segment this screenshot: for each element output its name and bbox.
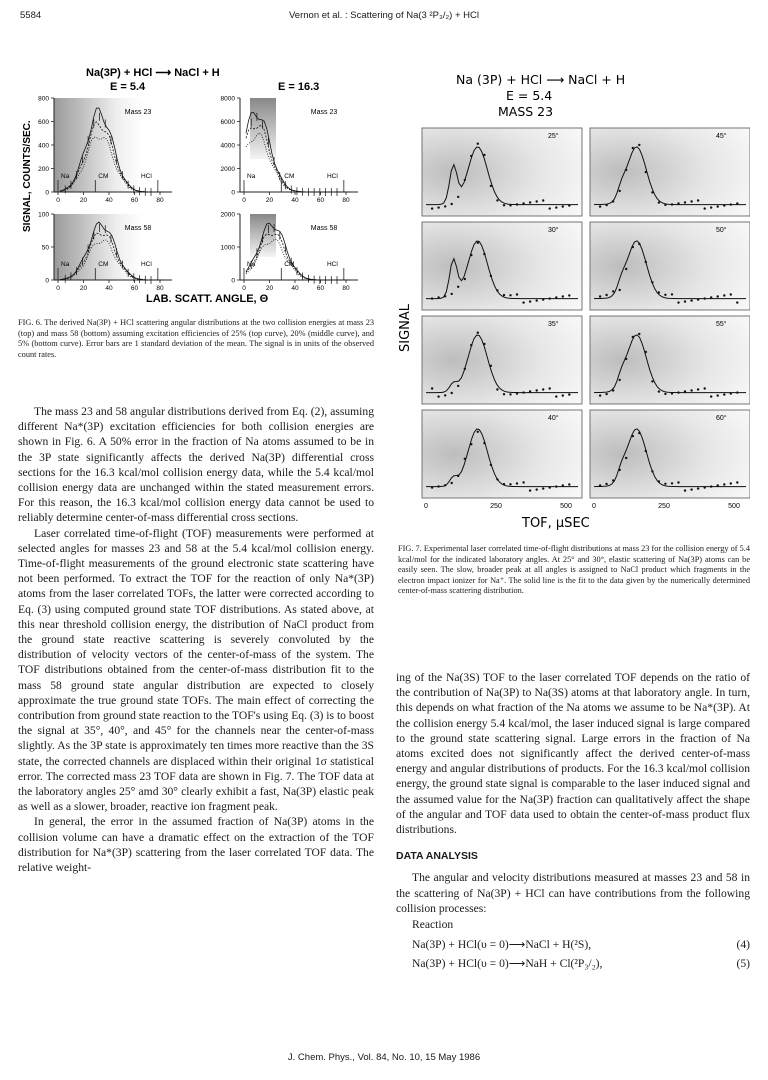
tof-data-point — [536, 299, 538, 301]
tof-data-point — [605, 483, 607, 485]
tof-data-point — [464, 458, 466, 460]
tof-data-point — [723, 204, 725, 206]
tof-data-point — [710, 296, 712, 298]
tof-data-point — [457, 286, 459, 288]
tof-data-point — [605, 393, 607, 395]
figure-6 — [18, 62, 378, 312]
y-tick-label: 400 — [38, 142, 49, 150]
tof-panel — [422, 128, 582, 216]
y-tick-label: 2000 — [220, 166, 235, 173]
tof-data-point — [477, 242, 479, 244]
fig7-mass: MASS 23 — [498, 104, 554, 119]
tof-data-point — [710, 485, 712, 487]
tof-data-point — [555, 485, 557, 487]
equation-5-text: Na(3P) + HCl(υ = 0)⟶NaH + Cl(²P₃/₂), — [412, 957, 603, 971]
x-tick-label: 500 — [728, 503, 740, 510]
x-tick-label: 20 — [265, 197, 274, 204]
fig7-caption: FIG. 7. Experimental laser correlated time-of-flight distributions at mass 23 for the collision energy of 5.4 kcal/mol for the indicated laboratory angles. At 25° and 30°, elastic scattering of Na(3P) atoms can be easily seen. The slow, broader peak at all angles is assigned to NaCl product which fragments in the electron impact ionizer for Na⁺. The solid line is the fit to the data given by the numerically determined center-of-mass scattering distribution. — [398, 544, 750, 596]
paragraph: Laser correlated time-of-flight (TOF) measurements were performed at selected angles for masses 23 and 58 at the 5.4 kcal/mol collision energy. Time-of-flight measurements of the ground electronic state scattering have not been performed. To extract the TOF for the reaction of only Na*(3P) atoms from the laser correlated TOFs, the latter were corrected according to Eq. (3) using computed ground state TOF distributions. As stated above, at this near threshold collision energy, the distribution of NaCl product from the ground state reactive scattering is severely convoluted by the distribution of velocity vectors of the center-of-mass of the system. The TOF distributions obtained from the center-of-mass distribution fit to the mass 58 ground state angular distribution are expected to closely approximate the true ground state TOFs. The main effect of correcting the contribution from ground state reaction to the TOF's using Eq. (3) is to boost the signal at 35°, 40°, and 45° for the channels near the center-of-mass slightly. As the 3P state is approximately ten times more reactive than the 3S state, the corrected channels are displaced within their original 1σ statistical error. The corrected mass 23 TOF data are shown in Fig. 7. The TOF data at the laboratory angles 25° amd 30° clearly exhibit a fast, Na(3P) elastic peak as well as a slower, broader, reactive ion fragment peak. — [18, 526, 374, 814]
tof-angle-label: 60° — [716, 415, 727, 422]
x-tick-label: 0 — [424, 503, 428, 510]
tof-data-point — [536, 488, 538, 490]
y-tick-label: 8000 — [220, 95, 235, 103]
tof-panel — [422, 222, 582, 310]
tof-data-point — [496, 388, 498, 390]
tof-data-point — [529, 300, 531, 302]
x-tick-label: 250 — [490, 503, 502, 510]
tof-data-point — [690, 200, 692, 202]
tof-data-point — [599, 295, 601, 297]
tof-data-point — [470, 254, 472, 256]
tof-data-point — [549, 297, 551, 299]
tof-data-point — [542, 388, 544, 390]
tof-panel-frame — [590, 222, 750, 310]
page-number: 5584 — [20, 10, 42, 21]
fig6-energy-right: E = 16.3 — [278, 81, 320, 93]
tof-data-point — [730, 482, 732, 484]
angle-marker-label: HCl — [326, 261, 338, 268]
tof-data-point — [658, 390, 660, 392]
tof-data-point — [516, 392, 518, 394]
y-tick-label: 800 — [38, 95, 49, 103]
tof-data-point — [562, 205, 564, 207]
equation-5 — [396, 956, 750, 971]
tof-data-point — [645, 171, 647, 173]
tof-data-point — [625, 358, 627, 360]
tof-data-point — [457, 385, 459, 387]
tof-data-point — [671, 203, 673, 205]
x-tick-label: 40 — [291, 197, 299, 204]
paragraph: In general, the error in the assumed fraction of Na(3P) atoms in the collision volume can have a dramatic effect on the extraction of the TOF distribution for Na*(3P) scattering from the laser correlated TOF data. The relative weight- — [18, 815, 374, 875]
equation-4-number: (4) — [736, 938, 750, 952]
paragraph: The angular and velocity distributions measured at masses 23 and 58 in the scattering of Na(3P) + HCl can have contributions from the following collision processes: — [396, 871, 750, 915]
tof-angle-label: 40° — [548, 415, 559, 422]
tof-data-point — [568, 294, 570, 296]
tof-angle-label: 25° — [548, 133, 559, 140]
tof-data-point — [690, 389, 692, 391]
tof-data-point — [723, 393, 725, 395]
tof-data-point — [483, 253, 485, 255]
x-tick-label: 0 — [242, 197, 246, 204]
tof-data-point — [483, 154, 485, 156]
tof-data-point — [619, 190, 621, 192]
y-tick-label: 50 — [41, 244, 49, 252]
fig6-caption: FIG. 6. The derived Na(3P) + HCl scattering angular distributions at the two collision energies at mass 23 (top) and mass 58 (bottom) assuming excitation efficiencies of 25% (top curve), 20% (middle curve), and 5% (bottom curve). Error bars are 1 standard deviation of the mean. The signal is in units of the observed count rates. — [18, 318, 374, 359]
tof-data-point — [542, 298, 544, 300]
tof-angle-label: 50° — [716, 227, 727, 234]
tof-data-point — [664, 483, 666, 485]
x-tick-label: 20 — [265, 285, 274, 292]
tof-data-point — [612, 290, 614, 292]
tof-data-point — [664, 204, 666, 206]
panel-shading — [54, 214, 143, 280]
tof-data-point — [619, 469, 621, 471]
tof-data-point — [451, 482, 453, 484]
tof-data-point — [730, 392, 732, 394]
tof-data-point — [496, 289, 498, 291]
right-text-column — [396, 670, 750, 972]
tof-data-point — [568, 393, 570, 395]
angle-marker-label: HCl — [140, 173, 152, 180]
tof-data-point — [437, 395, 439, 397]
tof-data-point — [632, 246, 634, 248]
tof-data-point — [509, 294, 511, 296]
tof-data-point — [431, 486, 433, 488]
tof-angle-label: 30° — [548, 227, 559, 234]
tof-data-point — [431, 207, 433, 209]
fig6-panel — [38, 96, 172, 205]
tof-data-point — [632, 435, 634, 437]
tof-data-point — [677, 202, 679, 204]
tof-data-point — [632, 336, 634, 338]
tof-data-point — [509, 393, 511, 395]
tof-angle-label: 45° — [716, 133, 727, 140]
y-tick-label: 100 — [38, 211, 49, 219]
y-tick-label: 0 — [231, 189, 235, 197]
tof-data-point — [483, 343, 485, 345]
tof-data-point — [490, 185, 492, 187]
tof-data-point — [671, 482, 673, 484]
tof-data-point — [658, 201, 660, 203]
angle-marker-label: CM — [284, 173, 295, 180]
tof-data-point — [529, 390, 531, 392]
tof-data-point — [529, 489, 531, 491]
angle-marker-label: Na — [247, 173, 256, 180]
x-tick-label: 250 — [658, 503, 670, 510]
tof-panel — [422, 410, 582, 498]
tof-data-point — [529, 201, 531, 203]
tof-data-point — [723, 294, 725, 296]
tof-data-point — [451, 293, 453, 295]
tof-data-point — [684, 390, 686, 392]
fig7-panels — [422, 128, 750, 510]
angle-marker-label: HCl — [326, 173, 338, 180]
tof-data-point — [444, 394, 446, 396]
angle-marker-label: Na — [61, 261, 70, 268]
tof-data-point — [542, 487, 544, 489]
tof-data-point — [717, 295, 719, 297]
tof-data-point — [671, 392, 673, 394]
tof-data-point — [470, 443, 472, 445]
tof-data-point — [555, 296, 557, 298]
x-tick-label: 60 — [130, 197, 139, 204]
tof-data-point — [431, 297, 433, 299]
tof-data-point — [522, 391, 524, 393]
x-tick-label: 0 — [56, 197, 60, 204]
x-tick-label: 60 — [316, 285, 325, 292]
journal-footer: J. Chem. Phys., Vol. 84, No. 10, 15 May 1986 — [287, 1052, 481, 1063]
x-tick-label: 40 — [105, 285, 113, 292]
fig6-energy-left: E = 5.4 — [110, 81, 146, 93]
tof-data-point — [503, 393, 505, 395]
angle-marker-label: CM — [98, 261, 109, 268]
tof-data-point — [619, 379, 621, 381]
fig7-xlabel: TOF, μSEC — [522, 516, 590, 531]
paragraph: ing of the Na(3S) TOF to the laser correlated TOF depends on the ratio of the contribution of Na(3P) to Na(3S) atoms at that laboratory angle. In turn, this depends on what fraction of the Na atoms we assume to be Na*(3P). At the collision energy 5.4 kcal/mol, the laser induced signal is large compared to the ground state scattering signal. Large errors in the fraction of Na atoms excited does not significantly affect the derived center-of-mass energy and angular distributions of products. For the 16.3 kcal/mol collision energy, the ground state signal is comparable to the laser induced signal and the assumed value for the Na(3P) fraction can qualitatively affect the shape of the angular and TOF data used to obtain the center-of-mass product flux distributions. — [396, 671, 750, 837]
tof-data-point — [522, 301, 524, 303]
tof-data-point — [437, 485, 439, 487]
tof-panel-frame — [422, 128, 582, 216]
tof-data-point — [612, 200, 614, 202]
fig6-xlabel: LAB. SCATT. ANGLE, Θ — [146, 293, 269, 305]
tof-panel-frame — [590, 410, 750, 498]
tof-data-point — [516, 203, 518, 205]
tof-data-point — [717, 484, 719, 486]
angle-marker-label: Na — [247, 261, 256, 268]
x-tick-label: 60 — [130, 285, 139, 292]
tof-data-point — [555, 395, 557, 397]
tof-data-point — [638, 144, 640, 146]
x-tick-label: 0 — [56, 285, 60, 292]
tof-data-point — [444, 484, 446, 486]
tof-data-point — [645, 351, 647, 353]
tof-data-point — [717, 394, 719, 396]
tof-data-point — [645, 450, 647, 452]
tof-data-point — [490, 275, 492, 277]
section-heading: DATA ANALYSIS — [396, 850, 478, 863]
tof-data-point — [503, 294, 505, 296]
tof-data-point — [690, 488, 692, 490]
tof-data-point — [619, 289, 621, 291]
tof-data-point — [625, 268, 627, 270]
fig6-panels — [38, 96, 358, 293]
tof-data-point — [477, 431, 479, 433]
x-tick-label: 20 — [79, 197, 88, 204]
panel-mass-label: Mass 23 — [310, 109, 338, 116]
tof-data-point — [664, 294, 666, 296]
tof-data-point — [437, 296, 439, 298]
angle-marker-label: Na — [61, 173, 70, 180]
tof-angle-label: 55° — [716, 321, 727, 328]
tof-data-point — [555, 206, 557, 208]
tof-data-point — [444, 205, 446, 207]
equation-5-number: (5) — [736, 957, 750, 971]
tof-data-point — [444, 295, 446, 297]
tof-panel — [590, 128, 750, 216]
tof-data-point — [496, 199, 498, 201]
tof-data-point — [730, 203, 732, 205]
tof-data-point — [697, 298, 699, 300]
tof-data-point — [736, 202, 738, 204]
tof-data-point — [651, 470, 653, 472]
tof-data-point — [677, 391, 679, 393]
tof-data-point — [536, 389, 538, 391]
y-tick-label: 1000 — [220, 244, 235, 252]
tof-data-point — [490, 365, 492, 367]
tof-data-point — [658, 291, 660, 293]
tof-data-point — [562, 295, 564, 297]
tof-data-point — [651, 380, 653, 382]
tof-data-point — [437, 206, 439, 208]
tof-data-point — [470, 344, 472, 346]
tof-data-point — [612, 389, 614, 391]
tof-data-point — [496, 478, 498, 480]
figure-7 — [394, 62, 750, 552]
tof-data-point — [684, 489, 686, 491]
tof-data-point — [697, 388, 699, 390]
tof-data-point — [736, 391, 738, 393]
tof-data-point — [677, 481, 679, 483]
tof-data-point — [464, 368, 466, 370]
y-tick-label: 0 — [45, 189, 49, 197]
y-tick-label: 600 — [38, 119, 49, 126]
tof-angle-label: 35° — [548, 321, 559, 328]
tof-data-point — [704, 297, 706, 299]
tof-data-point — [671, 293, 673, 295]
tof-data-point — [638, 432, 640, 434]
x-tick-label: 80 — [156, 197, 164, 204]
tof-data-point — [677, 301, 679, 303]
left-text-column — [18, 404, 374, 875]
tof-data-point — [684, 201, 686, 203]
tof-data-point — [464, 179, 466, 181]
tof-data-point — [549, 207, 551, 209]
y-tick-label: 2000 — [220, 211, 235, 219]
running-title: Vernon et al. : Scattering of Na(3 ²P₃/₂) + HCl — [289, 10, 479, 21]
fig6-reaction-title: Na(3P) + HCl ⟶ NaCl + H — [86, 67, 220, 79]
tof-data-point — [477, 143, 479, 145]
tof-data-point — [710, 206, 712, 208]
reaction-label: Reaction — [412, 918, 454, 932]
fig6-ylabel: SIGNAL, COUNTS/SEC. — [22, 120, 33, 232]
fig6-panel — [221, 212, 358, 293]
angle-marker-label: HCl — [140, 261, 152, 268]
tof-panel — [590, 410, 750, 498]
tof-data-point — [605, 204, 607, 206]
tof-data-point — [568, 204, 570, 206]
tof-data-point — [599, 484, 601, 486]
x-tick-label: 40 — [105, 197, 113, 204]
tof-data-point — [684, 300, 686, 302]
x-tick-label: 0 — [242, 285, 246, 292]
fig7-ylabel: SIGNAL — [398, 303, 413, 352]
panel-mass-label: Mass 58 — [124, 225, 152, 232]
tof-data-point — [562, 484, 564, 486]
tof-data-point — [717, 205, 719, 207]
tof-data-point — [549, 387, 551, 389]
tof-data-point — [457, 196, 459, 198]
tof-data-point — [736, 301, 738, 303]
equation-4 — [396, 937, 750, 952]
fig7-energy: E = 5.4 — [506, 88, 553, 103]
tof-data-point — [645, 261, 647, 263]
tof-data-point — [704, 207, 706, 209]
y-tick-label: 6000 — [220, 119, 235, 126]
tof-data-point — [503, 483, 505, 485]
tof-data-point — [536, 200, 538, 202]
tof-data-point — [509, 483, 511, 485]
tof-data-point — [632, 147, 634, 149]
x-tick-label: 60 — [316, 197, 325, 204]
tof-data-point — [451, 203, 453, 205]
tof-data-point — [664, 393, 666, 395]
panel-mass-label: Mass 58 — [310, 225, 338, 232]
angle-marker-label: CM — [284, 261, 295, 268]
fig7-reaction-title: Na (3P) + HCl ⟶ NaCl + H — [456, 72, 626, 87]
tof-data-point — [457, 475, 459, 477]
tof-panel — [422, 316, 582, 404]
tof-data-point — [522, 202, 524, 204]
tof-data-point — [516, 482, 518, 484]
tof-data-point — [431, 387, 433, 389]
fig6-panel — [38, 212, 172, 293]
tof-data-point — [704, 387, 706, 389]
tof-data-point — [736, 481, 738, 483]
tof-data-point — [625, 457, 627, 459]
y-tick-label: 0 — [45, 277, 49, 285]
tof-data-point — [549, 486, 551, 488]
y-tick-label: 4000 — [220, 142, 235, 150]
tof-data-point — [451, 392, 453, 394]
tof-data-point — [509, 204, 511, 206]
y-tick-label: 200 — [38, 166, 49, 173]
tof-data-point — [568, 483, 570, 485]
tof-data-point — [710, 395, 712, 397]
tof-data-point — [723, 483, 725, 485]
tof-data-point — [690, 299, 692, 301]
tof-data-point — [658, 480, 660, 482]
tof-data-point — [516, 293, 518, 295]
tof-panel — [590, 316, 750, 404]
tof-data-point — [599, 394, 601, 396]
tof-data-point — [625, 169, 627, 171]
figure-7-plot — [394, 62, 750, 552]
tof-data-point — [697, 487, 699, 489]
tof-data-point — [651, 281, 653, 283]
fig6-panel — [221, 96, 358, 205]
x-tick-label: 0 — [592, 503, 596, 510]
tof-data-point — [542, 199, 544, 201]
tof-data-point — [464, 278, 466, 280]
tof-data-point — [638, 333, 640, 335]
tof-data-point — [483, 442, 485, 444]
tof-data-point — [599, 205, 601, 207]
tof-panel-frame — [590, 128, 750, 216]
tof-data-point — [605, 294, 607, 296]
tof-data-point — [490, 464, 492, 466]
tof-data-point — [730, 293, 732, 295]
tof-data-point — [638, 243, 640, 245]
x-tick-label: 80 — [156, 285, 164, 292]
x-tick-label: 80 — [342, 285, 350, 292]
tof-data-point — [477, 332, 479, 334]
figure-6-plot — [18, 62, 378, 312]
angle-marker-label: CM — [98, 173, 109, 180]
tof-data-point — [562, 394, 564, 396]
tof-data-point — [651, 191, 653, 193]
panel-mass-label: Mass 23 — [124, 109, 152, 116]
equation-4-text: Na(3P) + HCl(υ = 0)⟶NaCl + H(²S), — [412, 938, 592, 952]
tof-data-point — [470, 155, 472, 157]
tof-panel — [590, 222, 750, 310]
tof-data-point — [522, 481, 524, 483]
tof-data-point — [697, 199, 699, 201]
paragraph: The mass 23 and 58 angular distributions derived from Eq. (2), assuming different Na*(3P) excitation efficiencies for both collision energies are shown in Fig. 6. A 50% error in the fraction of Na atoms assumed to be in the 3P state significantly affects the derived Na(3P) differential cross sections for the 16.3 kcal/mol collision energy data, while the 5.4 kcal/mol collision energy data are unchanged within the stated measurement errors. For this reason, the 16.3 kcal/mol collision energy data cannot be used to reliably determine center-of-mass differential cross sections. — [18, 405, 374, 525]
x-tick-label: 500 — [560, 503, 572, 510]
tof-data-point — [704, 486, 706, 488]
x-tick-label: 20 — [79, 285, 88, 292]
x-tick-label: 80 — [342, 197, 350, 204]
x-tick-label: 40 — [291, 285, 299, 292]
tof-data-point — [612, 479, 614, 481]
tof-data-point — [503, 204, 505, 206]
y-tick-label: 0 — [231, 277, 235, 285]
